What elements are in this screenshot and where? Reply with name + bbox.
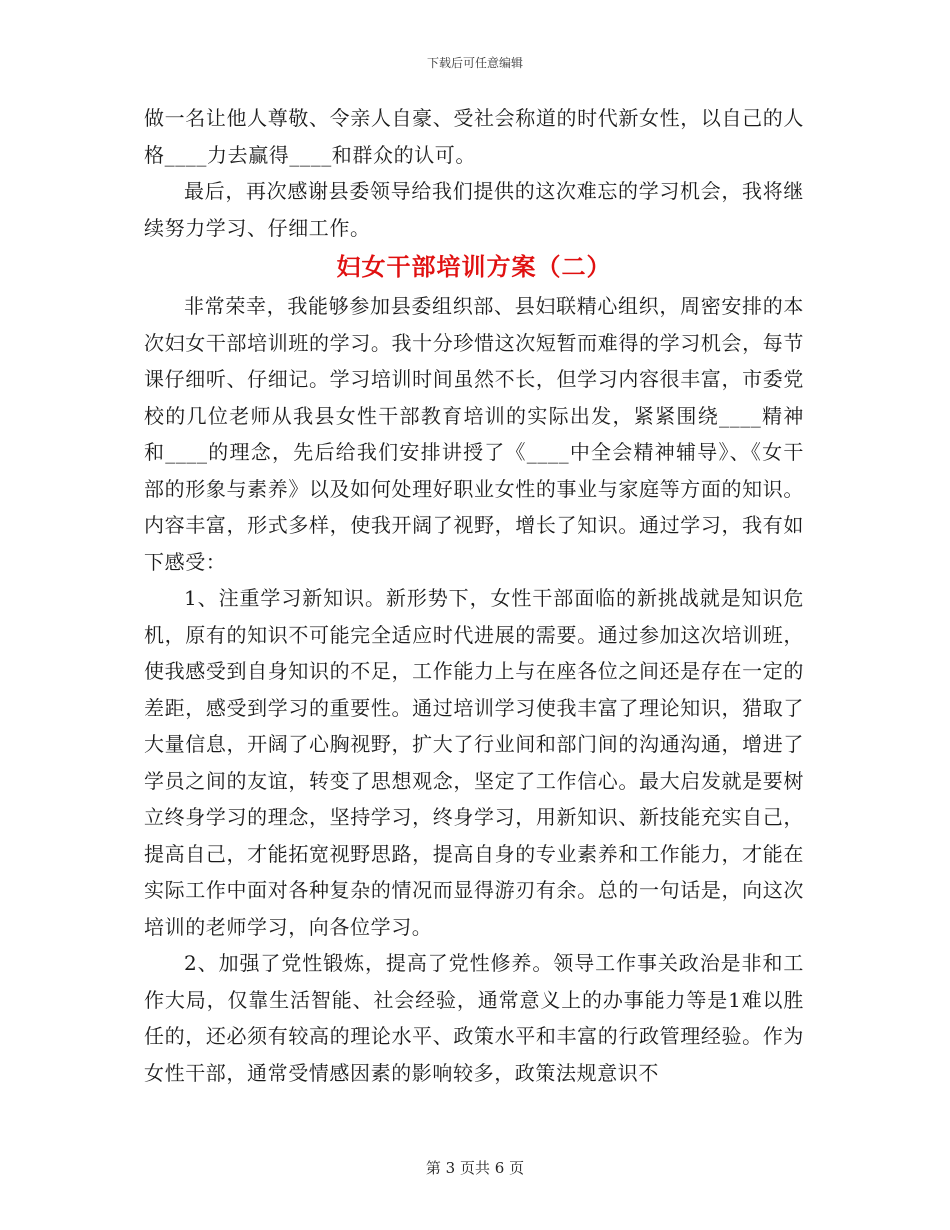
paragraph-continued: 做一名让他人尊敬、令亲人自豪、受社会称道的时代新女性，以自己的人格____力去赢得____和群众的认可。 [144,106,804,167]
paragraph-intro: 非常荣幸，我能够参加县委组织部、县妇联精心组织，周密安排的本次妇女干部培训班的学习。我十分珍惜这次短暂而难得的学习机会，每节课仔细听、仔细记。学习培训时间虽然不长，但学习内容很丰富，市委党校的几位老师从我县女性干部教育培训的实际出发，紧紧围绕____精神和____的理念，先后给我们安排讲授了《____中全会精神辅导》、《女干部的形象与素养》以及如何处理好职业女性的事业与家庭等方面的知识。内容丰富，形式多样，使我开阔了视野，增长了知识。通过学习，我有如下感受： [144,294,804,574]
page-header-note: 下载后可任意编辑 [426,56,523,70]
page-number: 第 3 页共 6 页 [425,1159,525,1177]
paragraph-closing: 最后，再次感谢县委领导给我们提供的这次难忘的学习机会，我将继续努力学习、仔细工作。 [144,179,804,240]
paragraph-point-1: 1、注重学习新知识。新形势下，女性干部面临的新挑战就是知识危机，原有的知识不可能完全适应时代进展的需要。通过参加这次培训班，使我感受到自身知识的不足，工作能力上与在座各位之间还是存在一定的差距，感受到学习的重要性。通过培训学习使我丰富了理论知识，猎取了大量信息，开阔了心胸视野，扩大了行业间和部门间的沟通沟通，增进了学员之间的友谊，转变了思想观念，坚定了工作信心。最大启发就是要树立终身学习的理念，坚持学习，终身学习，用新知识、新技能充实自己，提高自己，才能拓宽视野思路，提高自身的专业素养和工作能力，才能在实际工作中面对各种复杂的情况而显得游刃有余。总的一句话是，向这次培训的老师学习，向各位学习。 [144,586,804,939]
document-body [144,100,804,1091]
paragraph-point-2: 2、加强了党性锻炼，提高了党性修养。领导工作事关政治是非和工作大局，仅靠生活智能、社会经验，通常意义上的办事能力等是1难以胜任的，还必须有较高的理论水平、政策水平和丰富的行政管理经验。作为女性干部，通常受情感因素的影响较多，政策法规意识不 [144,951,804,1085]
document-title: 妇女干部培训方案（二） [336,252,612,281]
